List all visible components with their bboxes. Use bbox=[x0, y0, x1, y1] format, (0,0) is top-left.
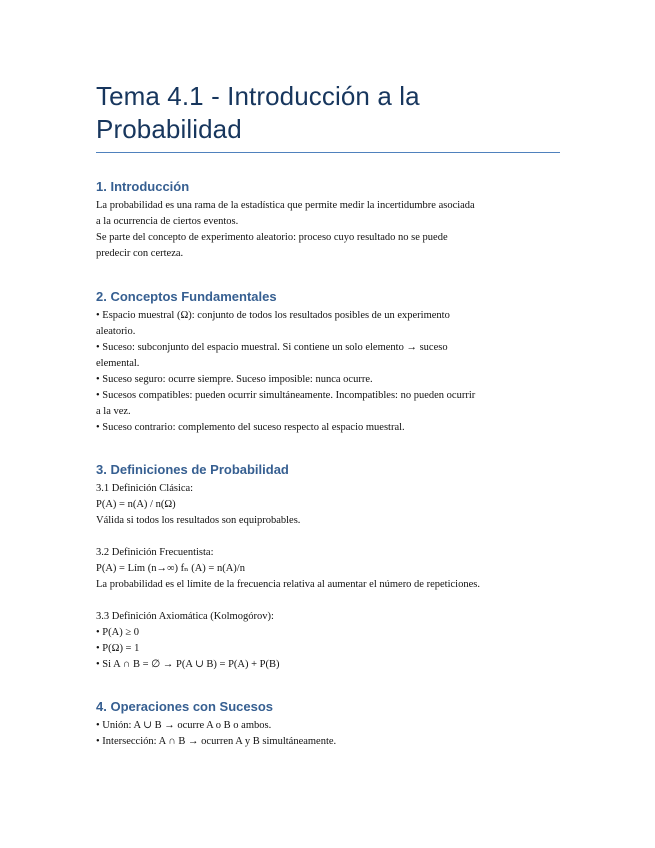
subsection-title: 3.1 Definición Clásica: bbox=[96, 483, 194, 494]
section-conceptos bbox=[96, 288, 560, 436]
section-heading: 1. Introducción bbox=[96, 179, 190, 194]
section-heading: 2. Conceptos Fundamentales bbox=[96, 289, 277, 304]
section-heading: 3. Definiciones de Probabilidad bbox=[96, 462, 289, 477]
spacer bbox=[96, 593, 560, 609]
document-page bbox=[96, 80, 560, 153]
definicion-axiomatica bbox=[96, 609, 560, 673]
axiom-item: • P(A) ≥ 0 bbox=[96, 627, 139, 638]
definicion-frecuentista bbox=[96, 545, 560, 593]
subsection-title: 3.2 Definición Frecuentista: bbox=[96, 547, 214, 558]
title-divider bbox=[96, 152, 560, 153]
page-title-line-2: Probabilidad bbox=[96, 114, 242, 144]
list-item: • Suceso seguro: ocurre siempre. Suceso imposible: nunca ocurre. bbox=[96, 374, 373, 385]
formula: P(A) = Lím (n→∞) fₙ (A) = n(A)/n bbox=[96, 563, 245, 574]
definicion-clasica bbox=[96, 481, 560, 529]
page-title bbox=[96, 80, 560, 146]
list-item: • Unión: A ∪ B → ocurre A o B o ambos. bbox=[96, 720, 272, 731]
list-item: • Espacio muestral (Ω): conjunto de todos los resultados posibles de un experimento bbox=[96, 310, 450, 321]
section-operaciones bbox=[96, 698, 560, 750]
list-item: • Suceso: subconjunto del espacio muestral. Si contiene un solo elemento → suceso bbox=[96, 342, 448, 353]
section-definiciones bbox=[96, 461, 560, 673]
subsection-title: 3.3 Definición Axiomática (Kolmogórov): bbox=[96, 611, 274, 622]
list-item: • Intersección: A ∩ B → ocurren A y B simultáneamente. bbox=[96, 736, 337, 747]
section-heading: 4. Operaciones con Sucesos bbox=[96, 699, 274, 714]
section-introduccion bbox=[96, 178, 560, 262]
list-item: • Sucesos compatibles: pueden ocurrir simultáneamente. Incompatibles: no pueden ocurrir bbox=[96, 390, 476, 401]
page-title-line-1: Tema 4.1 - Introducción a la bbox=[96, 81, 420, 111]
paragraph-line: La probabilidad es el límite de la frecuencia relativa al aumentar el número de repeticiones. bbox=[96, 579, 480, 590]
paragraph-line: Válida si todos los resultados son equiprobables. bbox=[96, 515, 301, 526]
paragraph-line: predecir con certeza. bbox=[96, 248, 184, 259]
list-item-continuation: elemental. bbox=[96, 358, 140, 369]
formula: P(A) = n(A) / n(Ω) bbox=[96, 499, 176, 510]
list-item-continuation: aleatorio. bbox=[96, 326, 136, 337]
paragraph-line: a la ocurrencia de ciertos eventos. bbox=[96, 216, 239, 227]
paragraph-line: La probabilidad es una rama de la estadística que permite medir la incertidumbre asociada bbox=[96, 200, 475, 211]
list-item: • Suceso contrario: complemento del suceso respecto al espacio muestral. bbox=[96, 422, 405, 433]
paragraph-line: Se parte del concepto de experimento aleatorio: proceso cuyo resultado no se puede bbox=[96, 232, 448, 243]
axiom-item: • P(Ω) = 1 bbox=[96, 643, 140, 654]
axiom-item: • Si A ∩ B = ∅ → P(A ∪ B) = P(A) + P(B) bbox=[96, 659, 280, 670]
list-item-continuation: a la vez. bbox=[96, 406, 131, 417]
spacer bbox=[96, 529, 560, 545]
